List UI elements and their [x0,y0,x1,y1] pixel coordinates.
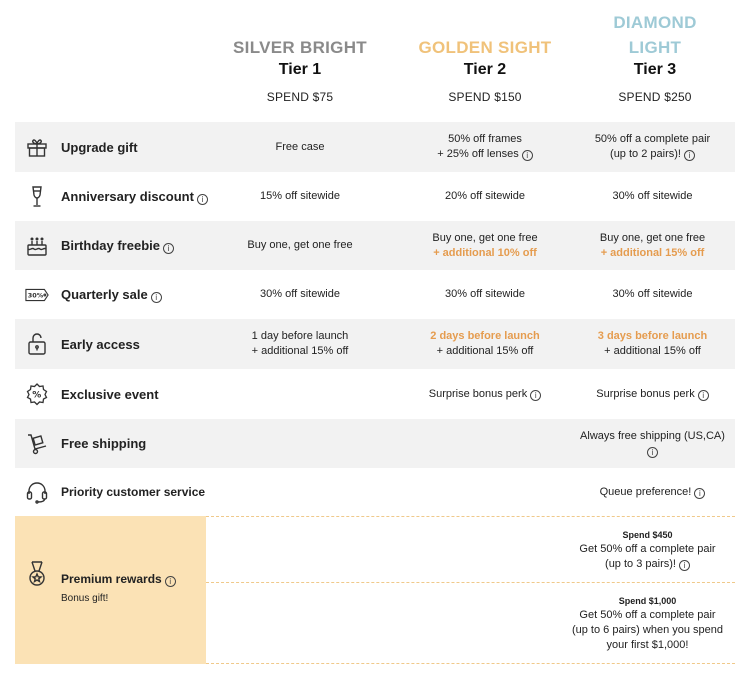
row-label: Free shipping [61,436,147,451]
tier3-label: Tier 3 [633,61,677,78]
tier3-value: Always free shipping (US,CA) i [580,429,725,457]
tier2-value: Buy one, get one free + additional 10% off [432,231,538,259]
tier2-value: 2 days before launch + additional 15% off [430,330,540,357]
tier2-name: GOLDEN SIGHT [418,38,552,57]
row-birthday-freebie [15,221,735,270]
tier3-value: Buy one, get one free + additional 15% off [599,231,706,259]
premium-reward-450: Spend $450 Get 50% off a complete pair (up to 3 pairs)! i [579,530,716,570]
info-icon[interactable]: i [698,390,709,401]
tier2-value: 20% off sitewide [445,190,525,202]
premium-rewards-subtitle: Bonus gift! [61,593,109,604]
row-label: Exclusive event [61,386,159,402]
tier1-label: Tier 1 [278,61,322,78]
tier3-value: 30% off sitewide [612,190,693,202]
sale-tag-icon [25,283,49,307]
row-exclusive-event [15,369,735,419]
tier3-value: Surprise bonus perk i [565,369,740,419]
info-icon[interactable]: i [647,447,658,458]
row-early-access [15,319,735,369]
row-quarterly-sale [15,270,735,319]
info-icon[interactable]: i [694,488,705,499]
tier3-header [560,10,750,80]
tier3-value: 3 days before launch + additional 15% off [597,330,708,357]
tier1-header [205,35,395,80]
tier2-value: Surprise bonus perk i [395,369,575,419]
tier2-value: 50% off frames + 25% off lenses i [395,122,575,172]
tier1-value: Free case [275,140,325,153]
tier1-spend: SPEND $75 [266,90,334,104]
tier2-header [390,35,580,80]
headset-icon [25,480,49,504]
hand-truck-icon [25,432,49,456]
tier3-name-line2: LIGHT [628,38,682,57]
tier3-name-line1: DIAMOND [613,13,697,32]
tier3-value: Queue preference! i [565,468,740,516]
gift-icon [25,135,49,159]
info-icon[interactable]: i [197,194,208,205]
info-icon[interactable]: i [165,576,176,587]
tier1-value: 15% off sitewide [260,190,340,202]
info-icon[interactable]: i [163,243,174,254]
svg-text:%: % [32,390,42,401]
medal-icon [25,560,49,588]
info-icon[interactable]: i [684,150,695,161]
tier3-value: 30% off sitewide [612,288,693,300]
tier3-value: 50% off a complete pair (up to 2 pairs)! i [594,133,711,160]
divider [206,516,735,517]
tier2-label-text: Tier 2 [463,61,507,78]
tier3-spend: SPEND $250 [618,90,692,104]
divider [206,663,735,664]
row-label: Priority customer service [61,485,206,499]
info-icon[interactable]: i [530,390,541,401]
info-icon[interactable]: i [151,292,162,303]
row-upgrade-gift [15,122,735,172]
svg-text:30%: 30% [27,290,44,299]
divider [206,582,735,583]
birthday-cake-icon [25,234,49,258]
percent-badge-icon [25,382,49,406]
tier1-value: 30% off sitewide [260,288,340,300]
premium-reward-1000: Spend $1,000 Get 50% off a complete pair (up to 6 pairs) when you spend your first $1,000! [571,596,724,651]
row-label: Early access [61,336,140,352]
lock-icon [25,332,49,356]
tier2-spend: SPEND $150 [448,90,522,104]
tier1-name: SILVER BRIGHT [233,38,367,57]
row-label: Upgrade gift [61,139,138,155]
tier2-value: 30% off sitewide [445,288,525,300]
row-label: Quarterly sale i [61,287,162,303]
info-icon[interactable]: i [522,150,533,161]
premium-rewards-label: Premium rewards i [61,572,176,587]
champagne-glass-icon [25,185,49,209]
row-free-shipping [15,419,735,468]
row-priority-customer-service [15,468,735,516]
tier1-value: Buy one, get one free [247,239,353,251]
row-anniversary-discount [15,172,735,221]
premium-rewards-panel [15,516,206,664]
info-icon[interactable]: i [679,560,690,571]
row-label: Anniversary discount i [61,189,208,205]
row-label: Birthday freebie i [61,238,174,254]
tier1-value: 1 day before launch + additional 15% off [251,330,349,357]
